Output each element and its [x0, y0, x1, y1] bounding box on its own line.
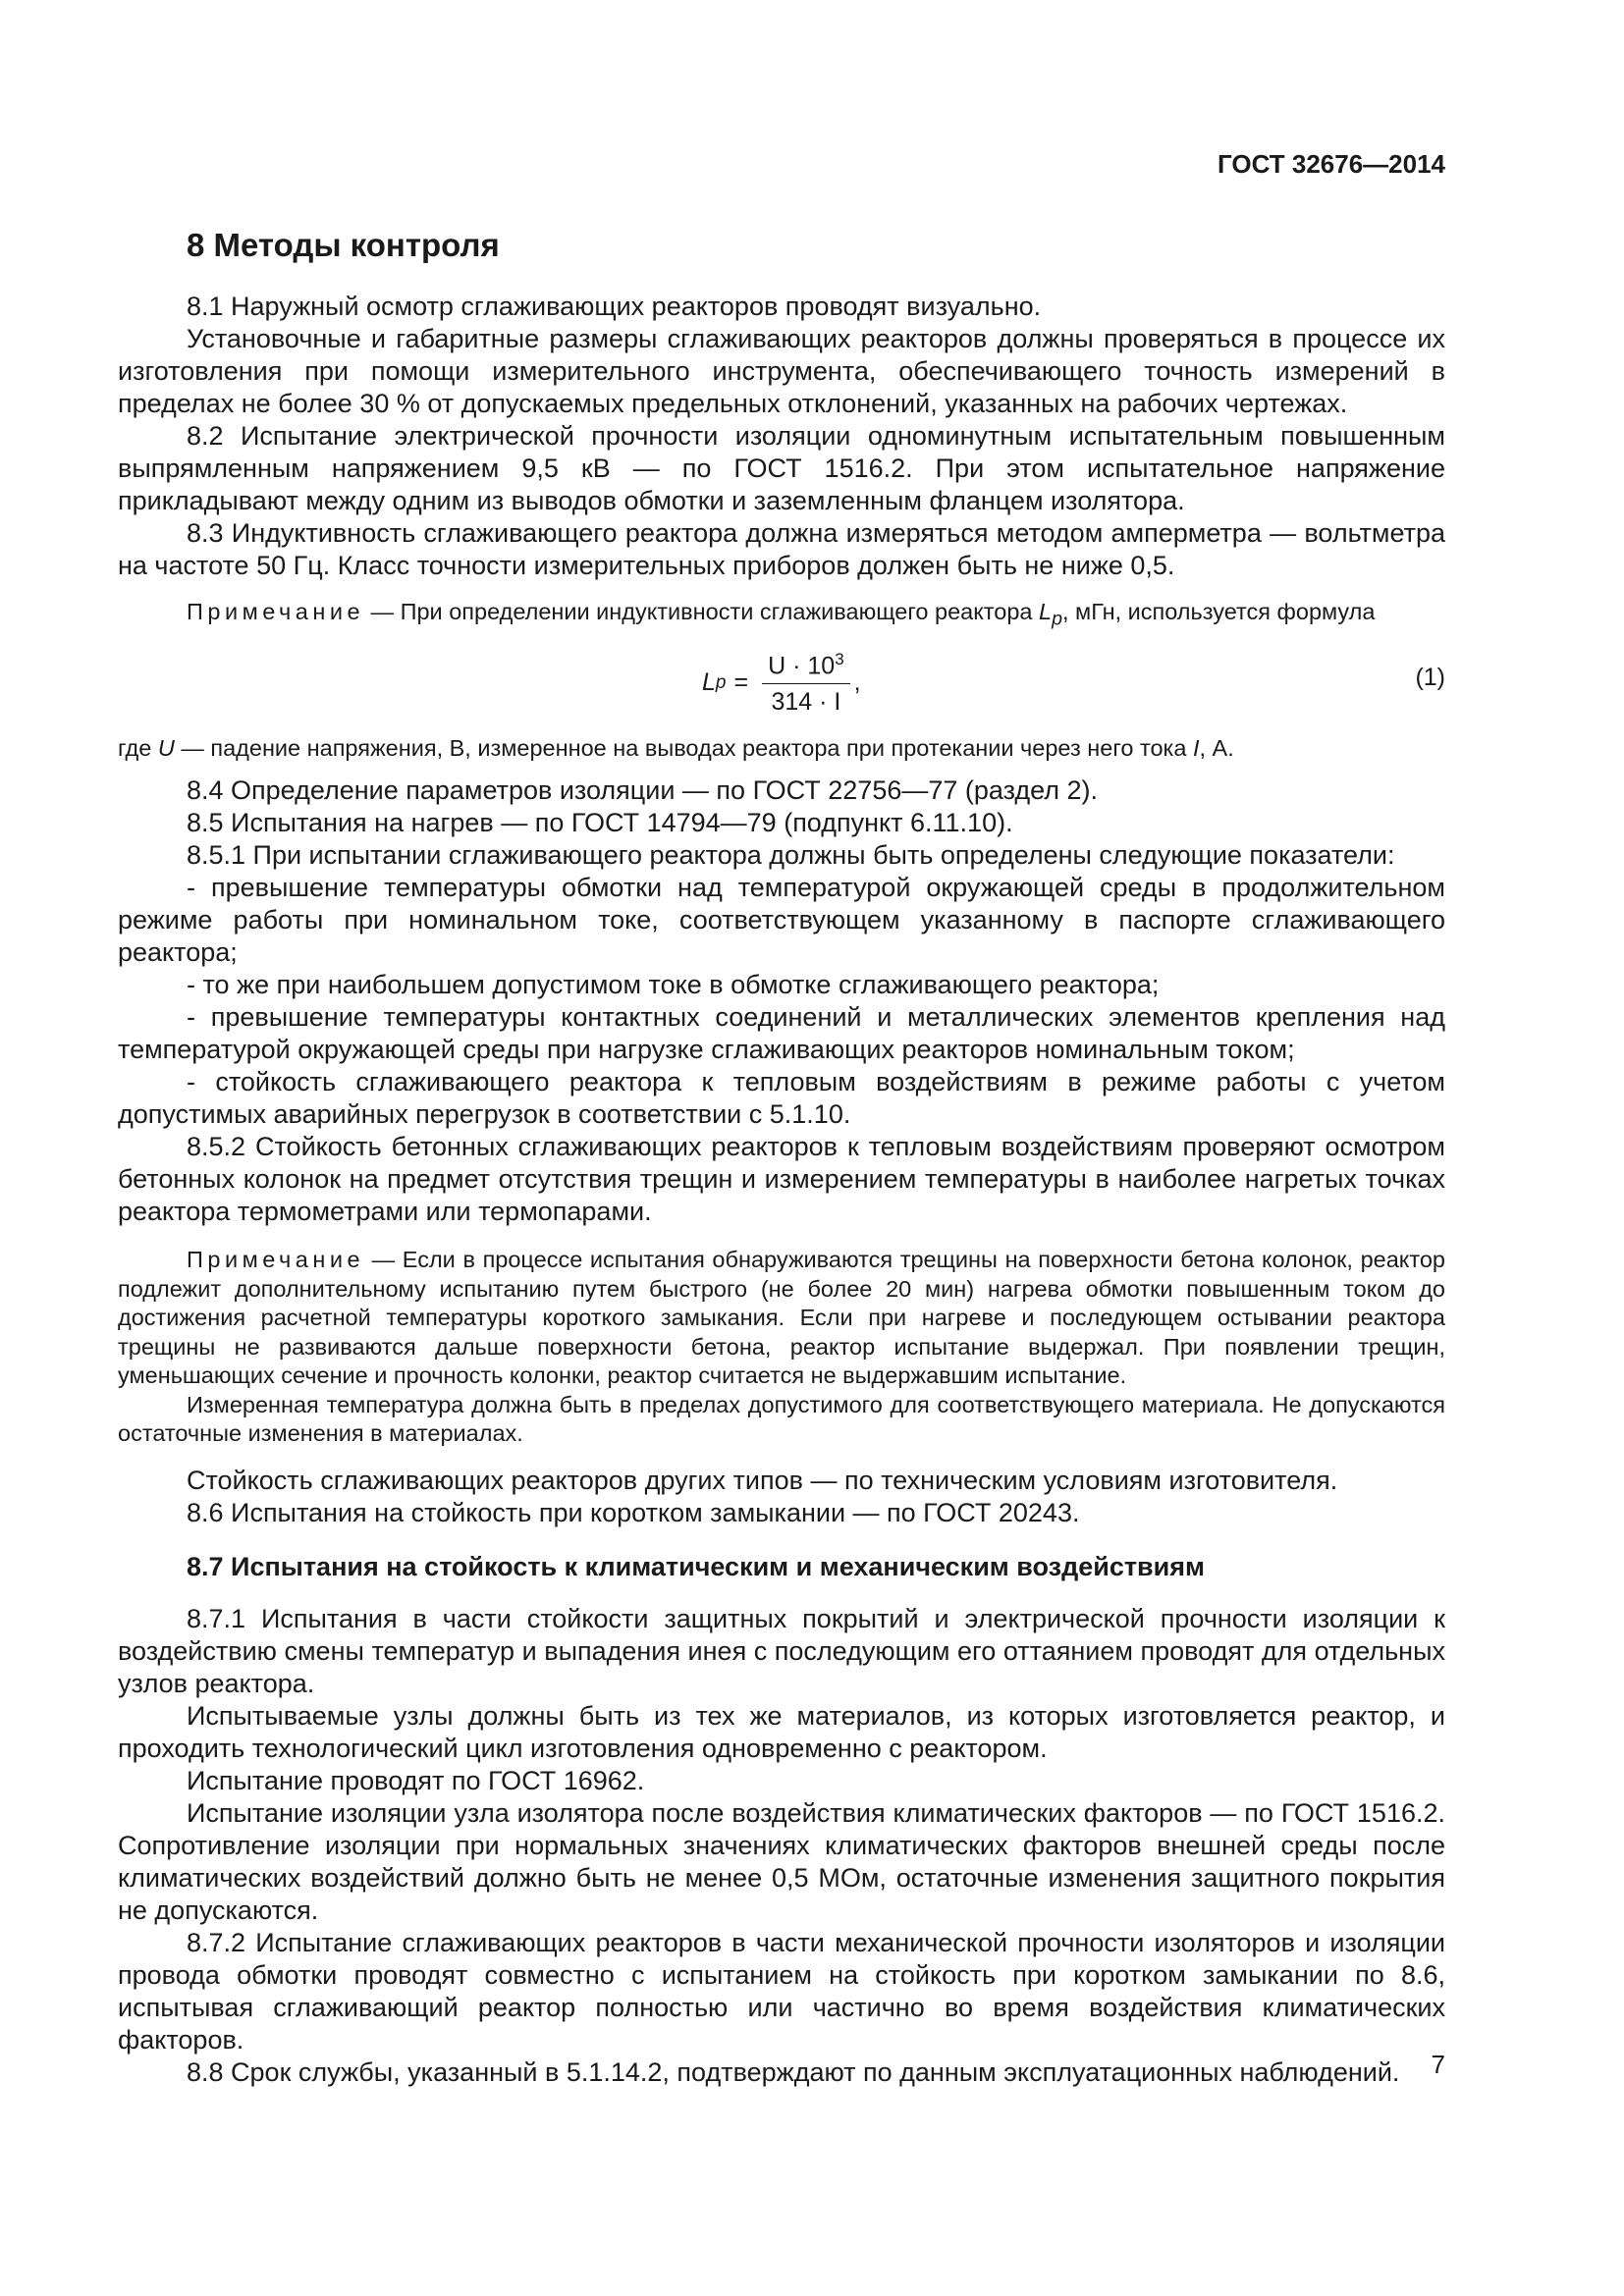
formula-numerator: $U \cdot 10^3$ — [762, 650, 850, 684]
paragraph: 8.7.1 Испытания в части стойкости защитных покрытий и электрической прочности изоляции к воздействию смены температур и выпадения инея с последующим его оттаянием проводят для отдельных узлов реактора. — [118, 1603, 1445, 1698]
paragraph: 8.5.2 Стойкость бетонных сглаживающих реакторов к тепловым воздействиям проверяют осмотром бетонных колонок на предмет отсутствия трещин и измерением температуры в наиболее нагретых точках реактора термометрами или термопарами. — [118, 1132, 1445, 1227]
paragraph: Испытываемые узлы должны быть из тех же материалов, из которых изготовляется реактор, и проходить технологический цикл изготовления одновременно с реактором. — [118, 1700, 1445, 1763]
list-item: - превышение температуры контактных соединений и металлических элементов крепления над температурой окружающей среды при нагрузке сглаживающих реакторов номинальным током; — [118, 1002, 1445, 1065]
section-title: 8 Методы контроля — [187, 227, 500, 263]
paragraph: Установочные и габаритные размеры сглаживающих реакторов должны проверяться в процессе их изготовления при помощи измерительного инструмента, обеспечивающего точность измерений в пределах не более 30 % от допускаемых предельных отклонений, указанных на рабочих чертежах. — [118, 323, 1445, 418]
page-content — [118, 226, 1445, 2089]
document-code: ГОСТ 32676—2014 — [1218, 149, 1445, 179]
note-label: Примечание — [187, 598, 365, 624]
inductance-symbol: L — [1039, 598, 1053, 624]
note-formula-intro: Примечание — При определении индуктивности сглаживающего реактора $L_p$, мГн, используется формула — [187, 598, 1376, 630]
paragraph: 8.5 Испытания на нагрев — по ГОСТ 14794—79 (подпункт 6.11.10). — [187, 808, 1013, 838]
formula-denominator: 314 · I — [771, 687, 841, 716]
subsection-title: 8.7 Испытания на стойкость к климатическим и механическим воздействиям — [187, 1551, 1205, 1581]
note-concrete-test: Примечание — Если в процессе испытания обнаруживаются трещины на поверхности бетона колонок, реактор подлежит дополнительному испытанию путем быстрого (не более 20 мин) нагрева обмотки повышенным током до достижения расчетной температуры короткого замыкания. Если при нагреве и последующем остывании реактора трещины не развиваются дальше поверхности бетона, реактор испытание выдержал. При появлении трещин, уменьшающих сечение и прочность колонки, реактор считается не выдержавшим испытание. Измеренная температура должна быть в пределах допустимого для соответствующего материала. Не допускаются остаточные изменения в материалах. — [118, 1247, 1445, 1447]
paragraph: 8.3 Индуктивность сглаживающего реактора должна измеряться методом амперметра — вольтметра на частоте 50 Гц. Класс точности измерительных приборов должен быть не ниже 0,5. — [118, 517, 1445, 580]
paragraph: Испытание изоляции узла изолятора после воздействия климатических факторов — по ГОСТ 1516.2. Сопротивление изоляции при нормальных значениях климатических факторов внешней среды после климатических воздействий должно быть не менее 0,5 МОм, остаточные изменения защитного покрытия не допускаются. — [118, 1797, 1445, 1925]
equation-number: (1) — [1415, 663, 1445, 691]
paragraph: Испытание проводят по ГОСТ 16962. — [187, 1765, 645, 1795]
list-item: - то же при наибольшем допустимом токе в обмотке сглаживающего реактора; — [187, 970, 1160, 1000]
list-item: - стойкость сглаживающего реактора к тепловым воздействиям в режиме работы с учетом допустимых аварийных перегрузок в соответствии с 5.1.10. — [118, 1067, 1445, 1130]
paragraph: 8.7.2 Испытание сглаживающих реакторов в части механической прочности изоляторов и изоляции провода обмотки проводят совместно с испытанием на стойкость при коротком замыкании по 8.6, испытывая сглаживающий реактор полностью или частично во время воздействия климатических факторов. — [118, 1927, 1445, 2055]
paragraph: 8.1 Наружный осмотр сглаживающих реакторов проводят визуально. — [187, 291, 1042, 321]
note-label: Примечание — [187, 1247, 365, 1273]
formula-block — [118, 646, 1445, 721]
paragraph: 8.6 Испытания на стойкость при коротком замыкании — по ГОСТ 20243. — [187, 1497, 1080, 1527]
paragraph: 8.5.1 При испытании сглаживающего реактора должны быть определены следующие показатели: — [187, 840, 1395, 871]
page-number: 7 — [1431, 2050, 1445, 2079]
formula-explanation: где U — падение напряжения, В, измеренное на выводах реактора при протекании через него тока I, А. — [118, 734, 1234, 761]
paragraph: 8.4 Определение параметров изоляции — по ГОСТ 22756—77 (раздел 2). — [187, 775, 1099, 806]
formula-fraction — [762, 650, 850, 717]
inductance-formula: L p = $\frac{U \cdot 10^3}{314 \cdot I}$ , — [702, 649, 861, 716]
paragraph: Стойкость сглаживающих реакторов других типов — по техническим условиям изготовителя. — [187, 1465, 1338, 1495]
list-item: - превышение температуры обмотки над температурой окружающей среды в продолжительном режиме работы при номинальном токе, соответствующем указанному в паспорте сглаживающего реактора; — [118, 873, 1445, 968]
paragraph: 8.8 Срок службы, указанный в 5.1.14.2, подтверждают по данным эксплуатационных наблюдений. — [187, 2056, 1400, 2087]
paragraph: 8.2 Испытание электрической прочности изоляции одноминутным испытательным повышенным выпрямленным напряжением 9,5 кВ — по ГОСТ 1516.2. При этом испытательное напряжение прикладывают между одним из выводов обмотки и заземленным фланцем изолятора. — [118, 420, 1445, 515]
